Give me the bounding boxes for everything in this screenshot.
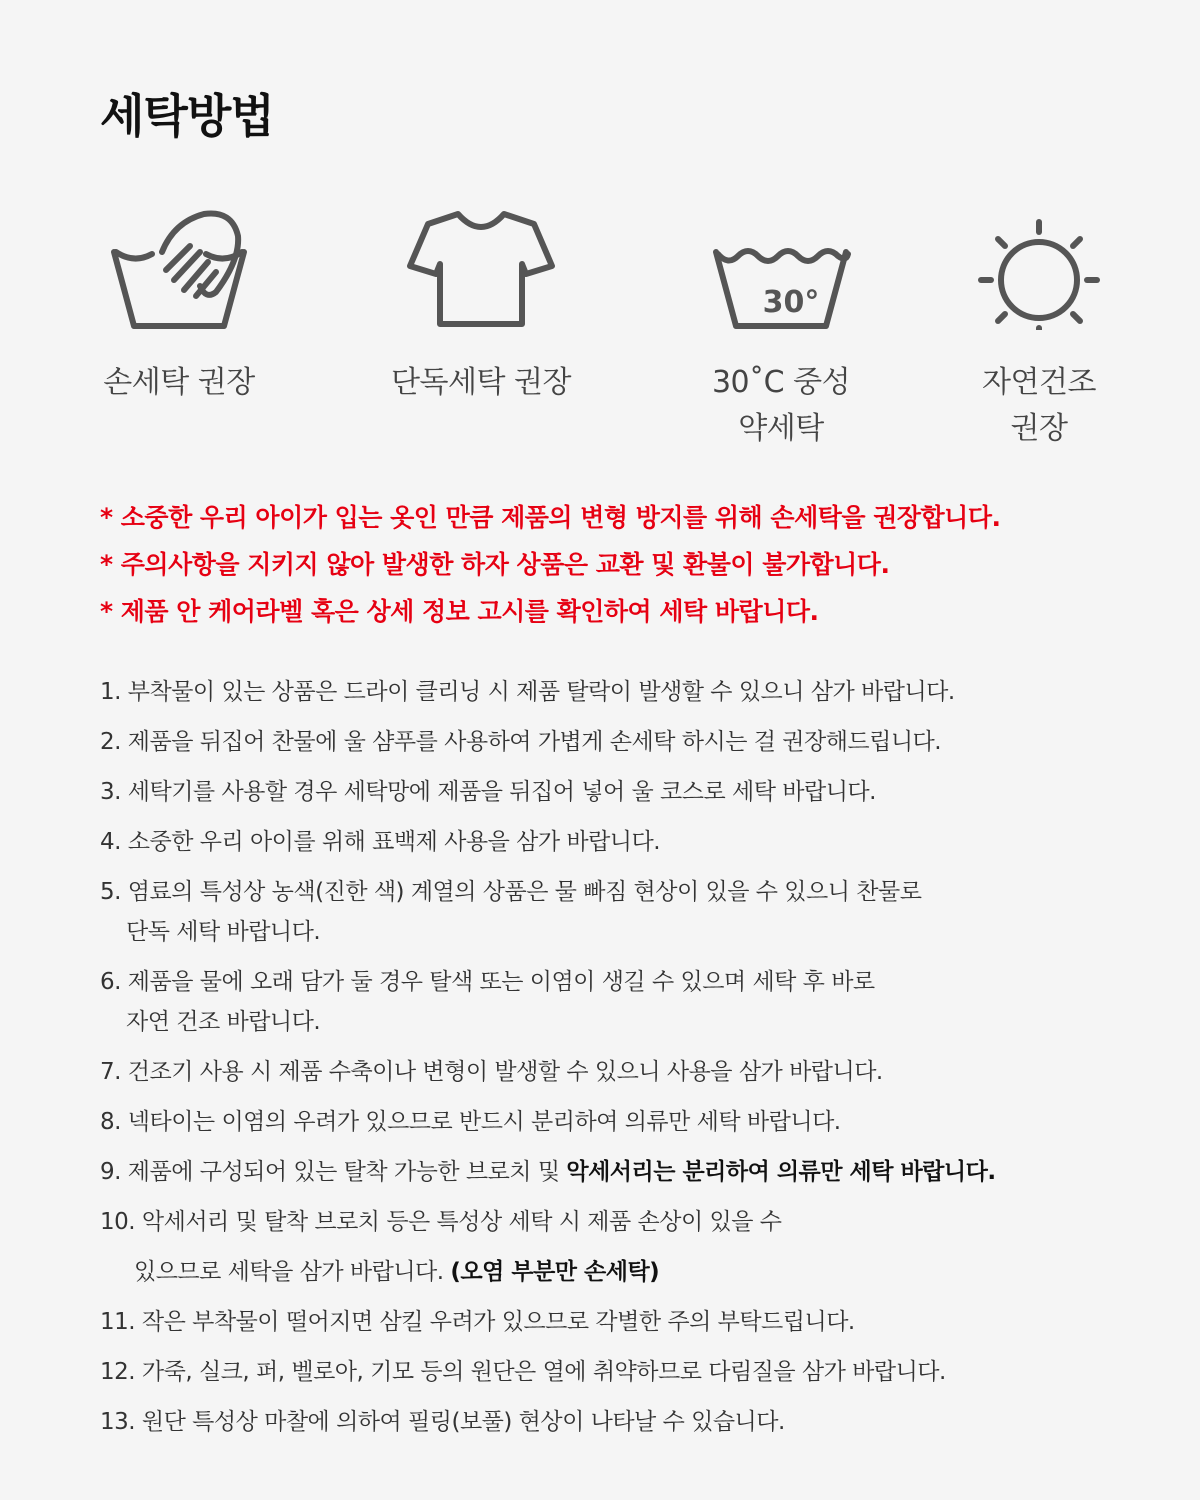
care-item-natural-dry bbox=[934, 200, 1144, 452]
warning-note: * 주의사항을 지키지 않아 발생한 하자 상품은 교환 및 환불이 불가합니다. bbox=[100, 550, 890, 579]
care-label-wash-30: 30˚C 중성 약세탁 bbox=[711, 365, 851, 446]
warning-note: * 제품 안 케어라벨 혹은 상세 정보 고시를 확인하여 세탁 바랍니다. bbox=[100, 597, 819, 626]
instruction-item: 3. 세탁기를 사용할 경우 세탁망에 제품을 뒤집어 넣어 울 코스로 세탁 바랍니다. bbox=[100, 779, 876, 805]
instruction-item: 10. 악세서리 및 탈착 브로치 등은 특성상 세탁 시 제품 손상이 있을 수 있으므로 세탁을 삼가 바랍니다. (오염 부분만 손세탁) bbox=[100, 1209, 782, 1285]
instruction-item: 6. 제품을 물에 오래 담가 둘 경우 탈색 또는 이염이 생길 수 있으며 세탁 후 바로 자연 건조 바랍니다. bbox=[100, 969, 875, 1035]
instruction-item: 7. 건조기 사용 시 제품 수축이나 변형이 발생할 수 있으니 사용을 삼가 바랍니다. bbox=[100, 1059, 883, 1085]
wash-30-icon bbox=[706, 200, 856, 330]
tshirt-icon bbox=[406, 200, 556, 330]
care-item-separate-wash bbox=[376, 200, 586, 406]
instruction-item: 2. 제품을 뒤집어 찬물에 울 샴푸를 사용하여 가볍게 손세탁 하시는 걸 권장해드립니다. bbox=[100, 729, 942, 755]
instruction-item: 5. 염료의 특성상 농색(진한 색) 계열의 상품은 물 빠짐 현상이 있을 수 있으니 찬물로 단독 세탁 바랍니다. bbox=[100, 879, 922, 945]
care-item-hand-wash bbox=[74, 200, 284, 406]
instruction-item: 4. 소중한 우리 아이를 위해 표백제 사용을 삼가 바랍니다. bbox=[100, 829, 661, 855]
hand-wash-icon bbox=[104, 200, 254, 330]
instruction-item: 9. 제품에 구성되어 있는 탈착 가능한 브로치 및 악세서리는 분리하여 의류만 세탁 바랍니다. bbox=[100, 1159, 996, 1185]
instruction-item: 1. 부착물이 있는 상품은 드라이 클리닝 시 제품 탈락이 발생할 수 있으니 삼가 바랍니다. bbox=[100, 679, 955, 705]
instruction-item: 12. 가죽, 실크, 퍼, 벨로아, 기모 등의 원단은 열에 취약하므로 다림질을 삼가 바랍니다. bbox=[100, 1359, 946, 1385]
sun-dry-icon bbox=[964, 200, 1114, 330]
page-title: 세탁방법 bbox=[100, 89, 274, 143]
instruction-item: 13. 원단 특성상 마찰에 의하여 필링(보풀) 현상이 나타날 수 있습니다. bbox=[100, 1409, 785, 1435]
emphasis-text: (오염 부분만 손세탁) bbox=[450, 1259, 660, 1285]
temperature-badge: 30° bbox=[762, 285, 820, 320]
warning-note: * 소중한 우리 아이가 입는 옷인 만큼 제품의 변형 방지를 위해 손세탁을 권장합니다. bbox=[100, 503, 1001, 532]
care-label-hand-wash: 손세탁 권장 bbox=[103, 365, 255, 400]
emphasis-text: 악세서리는 분리하여 의류만 세탁 바랍니다. bbox=[566, 1159, 996, 1185]
care-item-wash-30 bbox=[676, 200, 886, 452]
washing-instructions bbox=[100, 672, 1160, 1452]
warning-notes bbox=[100, 494, 1140, 635]
instruction-item: 11. 작은 부착물이 떨어지면 삼킬 우려가 있으므로 각별한 주의 부탁드립니다. bbox=[100, 1309, 855, 1335]
instruction-item: 8. 넥타이는 이염의 우려가 있으므로 반드시 분리하여 의류만 세탁 바랍니다. bbox=[100, 1109, 841, 1135]
care-label-natural-dry: 자연건조 권장 bbox=[982, 365, 1096, 446]
care-label-separate-wash: 단독세탁 권장 bbox=[391, 365, 571, 400]
